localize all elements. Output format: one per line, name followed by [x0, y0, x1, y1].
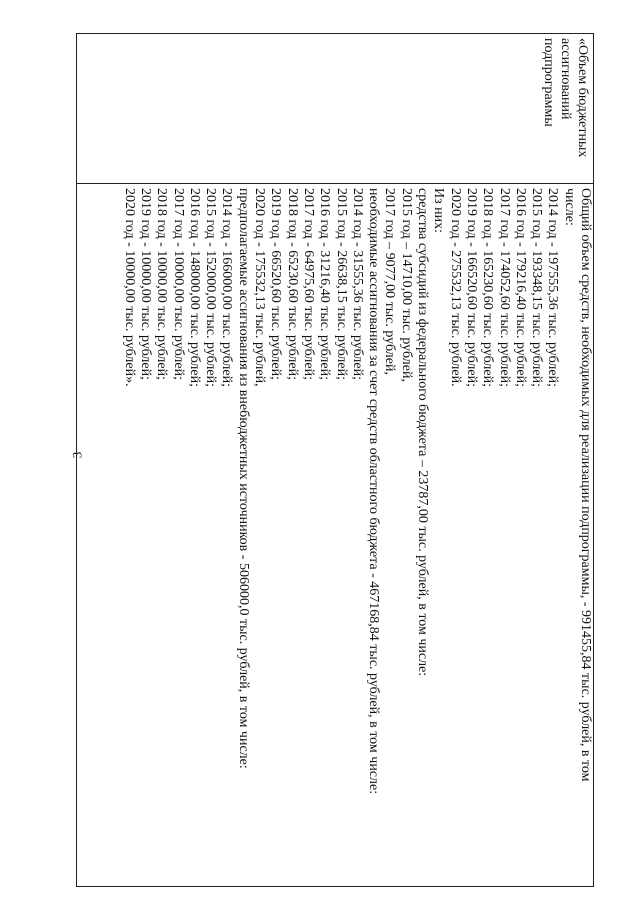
document-sheet: [76, 33, 594, 887]
content-line: 2014 год - 31555,36 тыс. рублей;: [349, 188, 365, 381]
content-line: предполагаемые ассигнования из внебюджетных источников - 506000,0 тыс. рублей, в том числе:: [235, 188, 251, 769]
content-line: Из них:: [431, 188, 447, 234]
content-line: 2020 год - 175532,13 тыс. рублей,: [252, 188, 268, 387]
content-line: 2014 год - 166000,00 тыс. рублей;: [219, 188, 235, 388]
content-line: числе:: [561, 188, 577, 226]
row-content-cell: [77, 184, 593, 886]
content-line: 2017 год – 9077,00 тыс. рублей,: [382, 188, 398, 375]
budget-table: [76, 33, 594, 887]
content-line: 2020 год - 275532,13 тыс. рублей.: [447, 188, 463, 387]
row-label-cell: [77, 34, 593, 184]
content-line: 2017 год - 10000,00 тыс. рублей;: [170, 188, 186, 381]
content-line: 2018 год - 65230,60 тыс. рублей;: [284, 188, 300, 381]
content-line: необходимые ассигнования за счет средств областного бюджета - 467168,84 тыс. рублей, в том числе:: [366, 188, 382, 795]
content-line: Общий объем средств, необходимых для реализации подпрограммы, - 991455,84 тыс. рублей, в том: [578, 188, 593, 782]
content-line: 2014 год - 197555,36 тыс. рублей;: [545, 188, 561, 388]
content-line: 2020 год - 10000,00 тыс. рублей».: [121, 188, 137, 387]
content-line: 2019 год - 10000,00 тыс. рублей;: [137, 188, 153, 381]
content-line: 2015 год - 26638,15 тыс. рублей;: [333, 188, 349, 381]
content-line: 2019 год - 166520,60 тыс. рублей;: [463, 188, 479, 388]
row-label-line: подпрограммы: [541, 38, 556, 127]
row-label-line: ассигнований: [558, 38, 573, 120]
content-line: 2016 год - 148000,00 тыс. рублей;: [186, 188, 202, 388]
content-line: 2016 год - 31216,40 тыс. рублей;: [317, 188, 333, 381]
page-number: 3: [69, 451, 85, 459]
content-line: средства субсидий из федерального бюджета – 23787,00 тыс. рублей, в том числе:: [415, 188, 431, 677]
content-line: 2018 год - 10000,00 тыс. рублей;: [154, 188, 170, 381]
content-line: 2015 год - 152000,00 тыс. рублей;: [203, 188, 219, 388]
row-label-line: «Объем бюджетных: [575, 38, 590, 158]
content-line: 2015 год – 14710,00 тыс. рублей,: [398, 188, 414, 382]
content-line: 2019 год - 66520,60 тыс. рублей;: [268, 188, 284, 381]
content-line: 2017 год - 174052,60 тыс. рублей;: [496, 188, 512, 388]
content-line: 2015 год - 193348,15 тыс. рублей;: [529, 188, 545, 388]
content-line: 2016 год - 179216,40 тыс. рублей;: [512, 188, 528, 388]
content-line: 2018 год - 165230,60 тыс. рублей;: [480, 188, 496, 388]
content-line: 2017 год - 64975,60 тыс. рублей;: [300, 188, 316, 381]
